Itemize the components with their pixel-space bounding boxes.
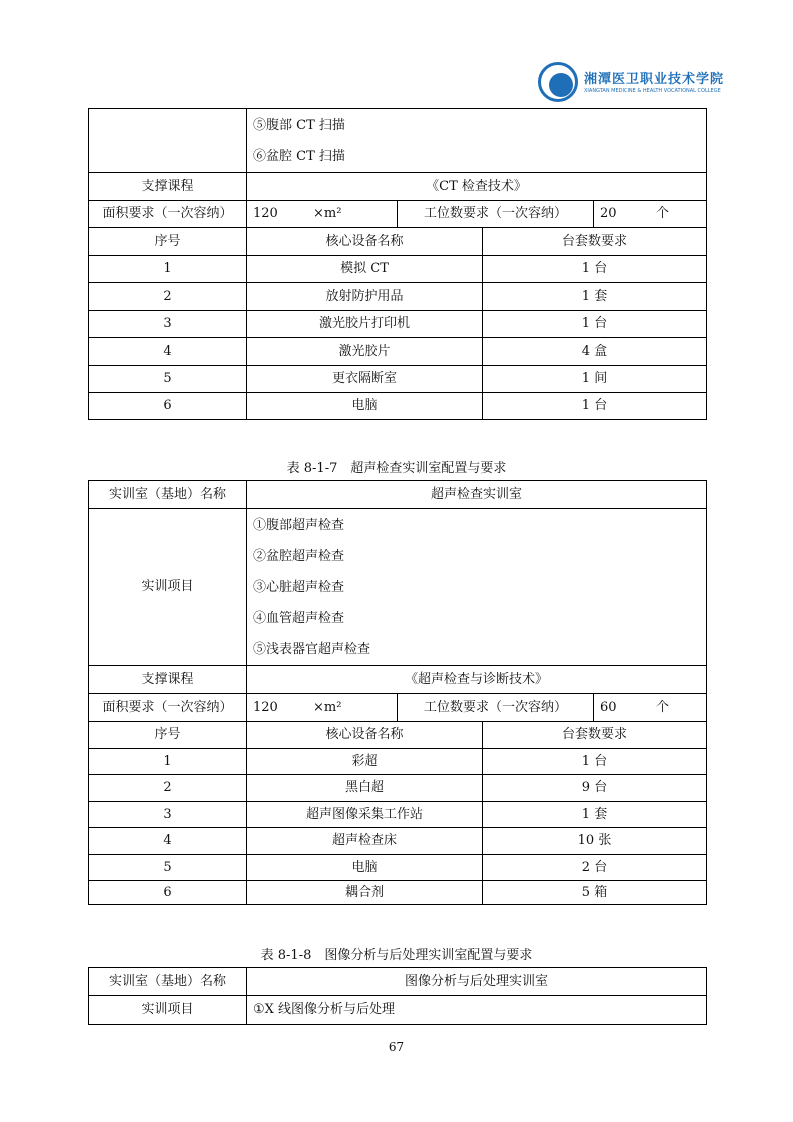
row-index: 5: [89, 366, 247, 393]
table-caption-8-1-8: 表 8-1-8 图像分析与后处理实训室配置与要求: [260, 948, 533, 963]
area-cell: [247, 201, 398, 228]
project-item: ④血管超声检查: [253, 610, 345, 626]
table-row: [89, 311, 707, 338]
column-header: 台套数要求: [483, 228, 707, 256]
column-header: 核心设备名称: [247, 722, 483, 749]
table-row: [89, 366, 707, 393]
table-caption-8-1-7: 表 8-1-7 超声检查实训室配置与要求: [286, 461, 507, 476]
room-name: 图像分析与后处理实训室: [247, 968, 707, 996]
equipment-name: 放射防护用品: [247, 283, 483, 311]
equipment-quantity: 1 套: [483, 802, 707, 828]
area-value: 120: [253, 206, 278, 221]
image-analysis-room-table: [88, 967, 707, 1025]
equipment-quantity: 1 间: [483, 366, 707, 393]
row-index: 2: [89, 775, 247, 802]
station-label: 工位数要求（一次容纳）: [398, 201, 594, 228]
station-unit: 个: [656, 699, 670, 715]
project-item: ①腹部超声检查: [253, 517, 345, 533]
row-index: 3: [89, 802, 247, 828]
college-logo: [538, 62, 725, 108]
project-item: ③心脏超声检查: [253, 579, 345, 595]
table-row: [89, 802, 707, 828]
ct-room-table: [88, 108, 707, 420]
equipment-name: 更衣隔断室: [247, 366, 483, 393]
equipment-name: 激光胶片打印机: [247, 311, 483, 338]
station-cell: [594, 201, 707, 228]
row-index: 4: [89, 338, 247, 366]
row-index: 4: [89, 828, 247, 855]
equipment-quantity: 4 盒: [483, 338, 707, 366]
row-index: 1: [89, 256, 247, 283]
station-cell: [594, 694, 707, 722]
room-name: 超声检查实训室: [247, 481, 707, 509]
room-label: 实训室（基地）名称: [89, 481, 247, 509]
row-index: 6: [89, 881, 247, 905]
table-row: [89, 338, 707, 366]
equipment-name: 黑白超: [247, 775, 483, 802]
area-unit: ×m²: [313, 206, 342, 221]
equipment-quantity: 9 台: [483, 775, 707, 802]
row-index: 5: [89, 855, 247, 881]
logo-chinese-name: 湘潭医卫职业技术学院: [584, 72, 725, 87]
area-value: 120: [253, 699, 278, 715]
equipment-name: 电脑: [247, 855, 483, 881]
area-label: 面积要求（一次容纳）: [89, 694, 247, 722]
equipment-quantity: 2 台: [483, 855, 707, 881]
equipment-name: 超声图像采集工作站: [247, 802, 483, 828]
logo-english-name: XIANGTAN MEDICINE & HEALTH VOCATIONAL COLLEGE: [584, 88, 721, 94]
project-item: ⑥盆腔 CT 扫描: [253, 148, 345, 164]
area-cell: [247, 694, 398, 722]
empty-label-cell: [89, 109, 247, 173]
equipment-name: 激光胶片: [247, 338, 483, 366]
table-row: [89, 828, 707, 855]
equipment-name: 模拟 CT: [247, 256, 483, 283]
station-label: 工位数要求（一次容纳）: [398, 694, 594, 722]
table-row: [89, 393, 707, 420]
project-list: [247, 509, 707, 666]
equipment-name: 超声检查床: [247, 828, 483, 855]
equipment-quantity: 1 台: [483, 311, 707, 338]
table-row: [89, 749, 707, 775]
table-row: [89, 775, 707, 802]
station-unit: 个: [656, 206, 670, 221]
project-item: ①X 线图像分析与后处理: [247, 996, 707, 1025]
station-value: 60: [600, 699, 617, 715]
row-index: 2: [89, 283, 247, 311]
table-row: [89, 283, 707, 311]
course-label: 支撑课程: [89, 173, 247, 201]
area-label: 面积要求（一次容纳）: [89, 201, 247, 228]
room-label: 实训室（基地）名称: [89, 968, 247, 996]
ultrasound-room-table: [88, 480, 707, 905]
equipment-quantity: 1 台: [483, 749, 707, 775]
row-index: 6: [89, 393, 247, 420]
column-header: 核心设备名称: [247, 228, 483, 256]
college-emblem-icon: [538, 62, 578, 102]
column-header: 台套数要求: [483, 722, 707, 749]
area-unit: ×m²: [313, 699, 342, 715]
project-list: [247, 109, 707, 173]
column-header: 序号: [89, 722, 247, 749]
course-value: 《CT 检查技术》: [247, 173, 707, 201]
column-header: 序号: [89, 228, 247, 256]
equipment-quantity: 5 箱: [483, 881, 707, 905]
equipment-quantity: 10 张: [483, 828, 707, 855]
course-label: 支撑课程: [89, 666, 247, 694]
project-item: ⑤腹部 CT 扫描: [253, 117, 345, 133]
row-index: 3: [89, 311, 247, 338]
course-value: 《超声检查与诊断技术》: [247, 666, 707, 694]
page-number: 67: [388, 1040, 405, 1054]
equipment-quantity: 1 台: [483, 256, 707, 283]
equipment-name: 耦合剂: [247, 881, 483, 905]
project-label: 实训项目: [89, 996, 247, 1025]
table-row: [89, 881, 707, 905]
equipment-quantity: 1 套: [483, 283, 707, 311]
row-index: 1: [89, 749, 247, 775]
equipment-name: 电脑: [247, 393, 483, 420]
equipment-quantity: 1 台: [483, 393, 707, 420]
table-row: [89, 855, 707, 881]
equipment-name: 彩超: [247, 749, 483, 775]
project-item: ⑤浅表器官超声检查: [253, 641, 371, 657]
project-label: 实训项目: [89, 509, 247, 666]
project-item: ②盆腔超声检查: [253, 548, 345, 564]
station-value: 20: [600, 206, 617, 221]
table-row: [89, 256, 707, 283]
